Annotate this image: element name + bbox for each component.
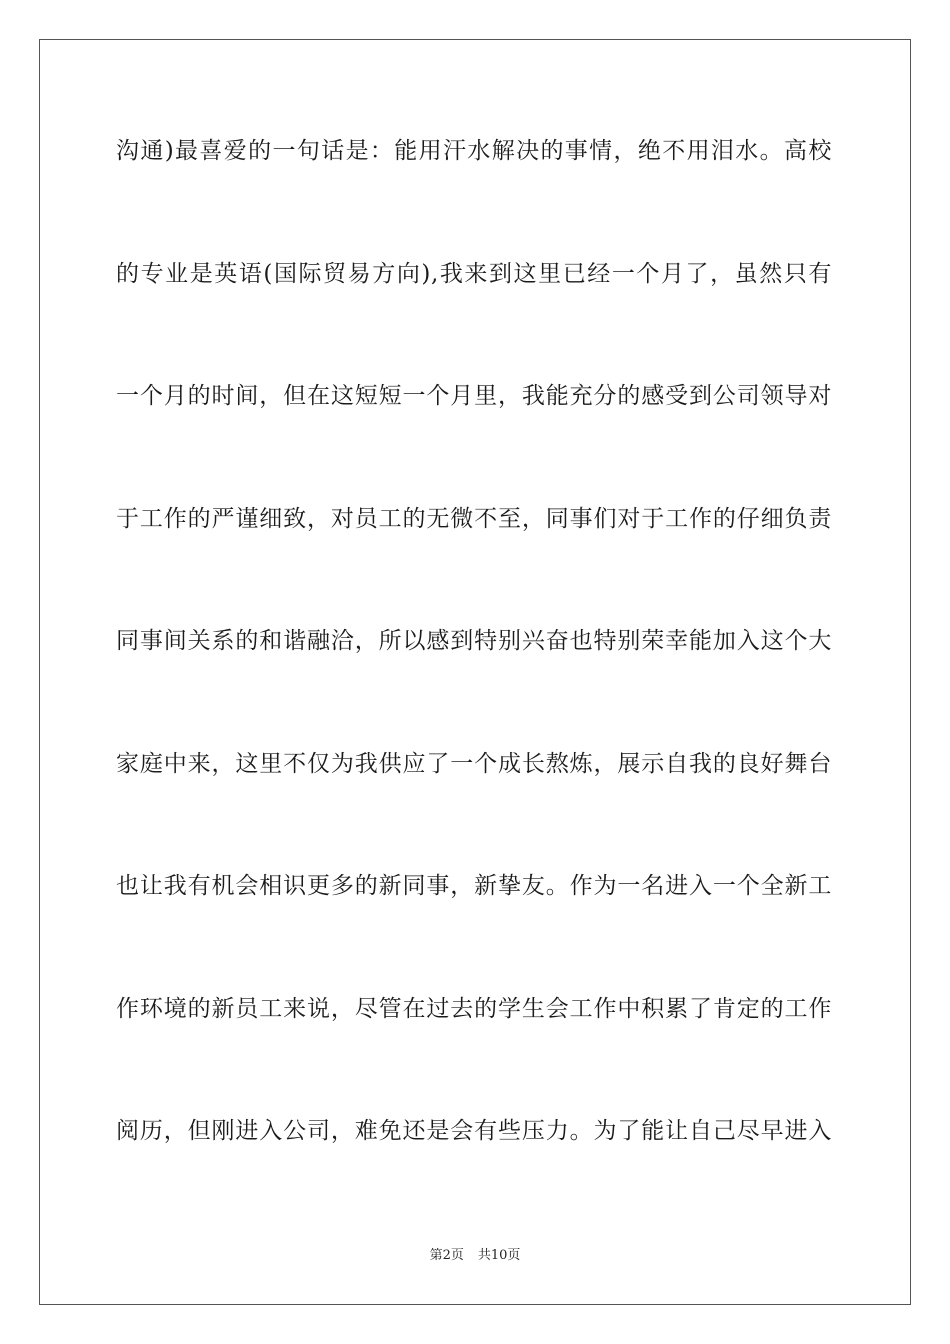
text-line: 作环境的新员工来说，尽管在过去的学生会工作中积累了肯定的工作 [116, 995, 832, 1022]
text-line: 于工作的严谨细致，对员工的无微不至，同事们对于工作的仔细负责 [116, 505, 832, 532]
text-line: 沟通)最喜爱的一句话是：能用汗水解决的事情，绝不用泪水。高校 [116, 138, 832, 164]
text-line: 一个月的时间，但在这短短一个月里，我能充分的感受到公司领导对 [116, 383, 832, 409]
text-line: 的专业是英语(国际贸易方向),我来到这里已经一个月了，虽然只有 [116, 260, 832, 287]
page-footer [0, 1244, 950, 1263]
text-line: 同事间关系的和谐融洽，所以感到特别兴奋也特别荣幸能加入这个大 [116, 628, 832, 654]
page-total: 共10页 [477, 1248, 521, 1263]
text-line: 家庭中来，这里不仅为我供应了一个成长熬炼，展示自我的良好舞台 [116, 750, 832, 777]
text-line: 阅历，但刚进入公司，难免还是会有些压力。为了能让自己尽早进入 [116, 1118, 832, 1144]
page-number: 第2页 [429, 1248, 464, 1263]
text-line: 也让我有机会相识更多的新同事，新挚友。作为一名进入一个全新工 [116, 873, 832, 899]
document-body [116, 128, 832, 1231]
